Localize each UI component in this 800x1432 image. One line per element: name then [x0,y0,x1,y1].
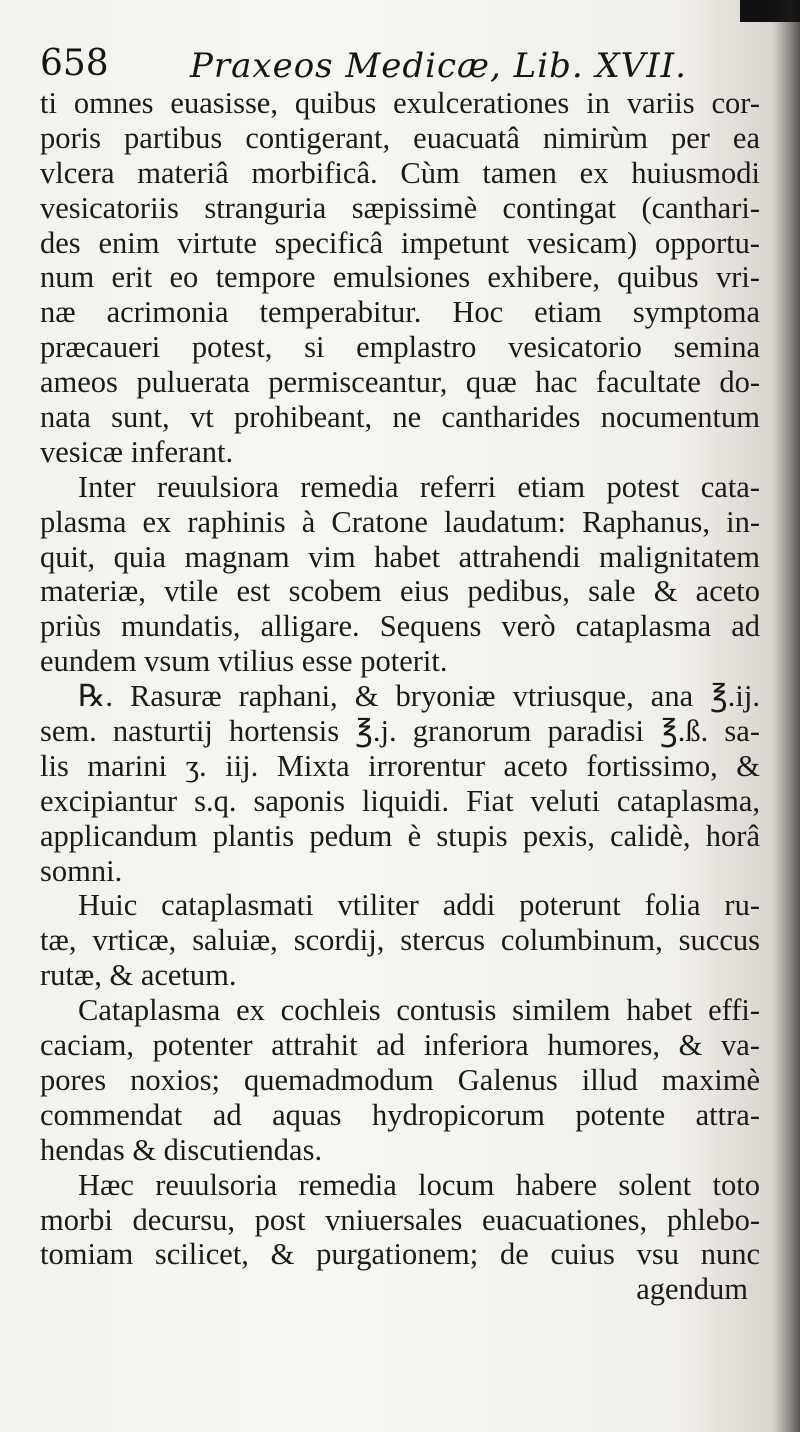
text-line: sem. nasturtij hortensis ℥.j. granorum paradisi ℥.ß. sa- [40,714,760,749]
text-line: nata sunt, vt prohibeant, ne cantharides nocumentum [40,400,760,435]
text-line: hendas & discutiendas. [40,1132,323,1167]
text-line: tæ, vrticæ, saluiæ, scordij, stercus columbinum, succus [40,923,760,958]
text-line: næ acrimonia temperabitur. Hoc etiam symptoma [40,295,760,330]
text-line: applicandum plantis pedum è stupis pexis, calidè, horâ [40,818,760,853]
text-line: pores noxios; quemadmodum Galenus illud maximè [40,1062,760,1097]
text-line: vesicæ inferant. [40,434,234,469]
catchword: agendum [636,1272,748,1307]
text-line: Huic cataplasmati vtiliter addi poterunt folia ru- [78,888,760,923]
page-number: 658 [40,43,109,84]
text-line: vesicatoriis stranguria sæpissimè contingat (canthari- [40,190,760,225]
text-line: rutæ, & acetum. [40,958,237,993]
text-line: Inter reuulsiora remedia referri etiam potest cata- [78,469,760,504]
text-line: priùs mundatis, alligare. Sequens verò cataplasma ad [40,609,760,644]
text-line: morbi decursu, post vniuersales euacuationes, phlebo- [40,1202,760,1237]
text-line: eundem vsum vtilius esse poterit. [40,644,448,679]
text-line: præcaueri potest, si emplastro vesicatorio semina [40,330,760,365]
text-line: ameos puluerata permisceantur, quæ hac facultate do- [40,365,760,400]
page-gutter-shadow [774,0,800,1432]
text-line: vlcera materiâ morbificâ. Cùm tamen ex huiusmodi [40,155,760,190]
text-line: ti omnes euasisse, quibus exulcerationes in variis cor- [40,86,760,120]
text-line: caciam, potenter attrahit ad inferiora humores, & va- [40,1028,760,1063]
text-line: des enim virtute specificâ impetunt vesicam) opportu- [40,225,760,260]
text-line: excipiantur s.q. saponis liquidi. Fiat veluti cataplasma, [40,783,760,818]
text-line: plasma ex raphinis à Cratone laudatum: Raphanus, in- [40,504,760,539]
text-line: Hæc reuulsoria remedia locum habere solent toto [78,1167,760,1202]
text-line: ℞. Rasuræ raphani, & bryoniæ vtriusque, ana ℥.ij. [78,679,760,714]
page-header [40,40,740,90]
text-line: materiæ, vtile est scobem eius pedibus, sale & aceto [40,574,760,609]
text-line: commendat ad aquas hydropicorum potente attra- [40,1097,760,1132]
text-line: quit, quia magnam vim habet attrahendi malignitatem [40,539,760,574]
running-head: Praxeos Medicæ, Lib. XVII. [190,46,687,86]
text-line: tomiam scilicet, & purgationem; de cuius vsu nunc [40,1237,760,1272]
text-line: Cataplasma ex cochleis contusis similem habet effi- [78,993,760,1028]
text-line: somni. [40,853,123,888]
text-line: num erit eo tempore emulsiones exhibere, quibus vri- [40,260,760,295]
text-line: poris partibus contigerant, euacuatâ nimirùm per ea [40,120,760,155]
text-line: lis marini ʒ. iij. Mixta irrorentur aceto fortissimo, & [40,748,760,783]
body-text [40,86,760,1307]
